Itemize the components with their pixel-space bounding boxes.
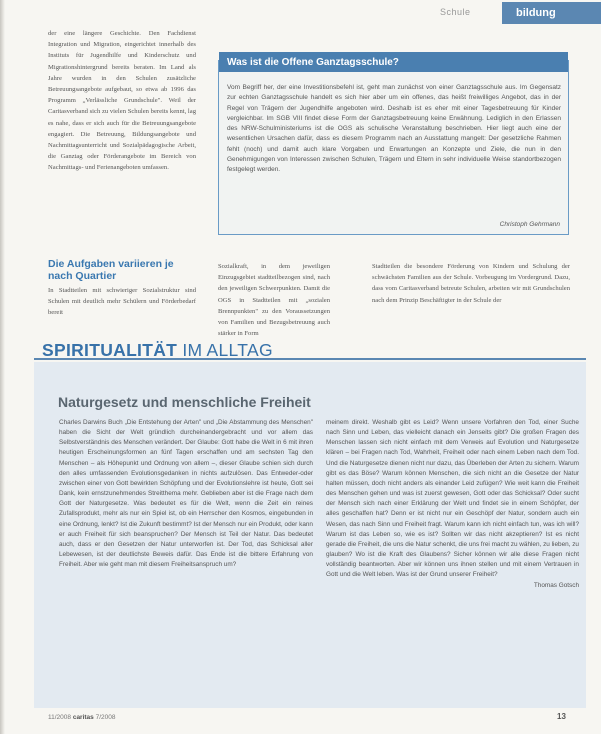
footer-magazine — [48, 714, 116, 721]
left-column-text-2: In Stadtteilen mit schwieriger Sozialstruktur sind Schulen mit deutlich mehr Schülern und Förderbedarf bereit — [48, 287, 196, 317]
info-box — [218, 57, 569, 235]
spirituality-title-bold: SPIRITUALITÄT — [42, 340, 178, 360]
article-right-column — [326, 418, 579, 702]
article-right-text: meinem direkt. Weshalb gibt es Leid? Wenn unsere Vorfahren den Tod, einer Suche nach Sinn und Leben, das vielleicht danach ein Jenseits gibt? Die großen Fragen des Menschen lassen sich nicht einfach mit dem Verweis auf Evolution und Naturgesetze klären – bei Fragen nach Tod, Wahrheit, Freiheit oder nach einem Leben nach dem Tod. Und die Naturgesetze dienen nicht nur dazu, das Überleben der Arten zu sichern. Warum gibt es das Böse? Warum können Menschen, die sich nicht an die Gesetze der Natur halten müssen, doch nicht anders als einander Leid zufügen? Wie weit kann die Freiheit des Menschen gehen und was ist zuerst gewesen, Gott oder das Schicksal? Oder sucht der Mensch sich nach einer Erklärung der Welt und findet sie in einem Schöpfer, der alles geschaffen hat? Denn er ist nicht nur ein Geschöpf der Natur, sondern auch ein Wesen, das nach Sinn und Freiheit fragt. Warum kann ich nicht einfach tun, was ich will? Warum ist das Leben so, wie es ist? Sollten wir das nicht akzeptieren? Ist es nicht gerade die Freiheit, die uns die Natur schenkt, die uns frei macht zu wählen, zu lieben, zu glauben? Wo ist die Kraft des Glaubens? Sicher können wir alle diese Fragen nicht vollständig beantworten. Aber wir können uns ihnen stellen und mit einem Vertrauen in Gott und die Welt leben. Was ist der Grund unserer Freiheit? — [326, 419, 579, 579]
footer-issue-suffix: 7/2008 — [95, 714, 116, 721]
spirituality-title — [42, 340, 273, 361]
right-column-text: Stadtteilen die besondere Förderung von Kindern und Schulung der schwächsten Familien aus der Schule. Vorbeugung im Vordergrund. Dazu, dass vom Caritasverband betreute Schulen, arbeiten wir mit Grundschulen nach dem Prinzip Beschäftigter in der Schule der — [372, 263, 570, 304]
article-author: Thomas Gotsch — [533, 581, 579, 589]
page-header — [420, 0, 601, 26]
page-number: 13 — [557, 712, 566, 721]
article-left-column: Charles Darwins Buch „Die Entstehung der Arten" und „Die Abstammung des Menschen" haben die Sicht der Welt gründlich durcheinandergebracht und vor allem das Selbstverständnis des Menschen verändert. Der Glaube: Gott habe die Welt in 6 mit ihren heutigen Erscheinungsformen an fünf Tagen erschaffen und am sechsten Tag den Menschen – als Höhepunkt und Ordnung von allem –, dieser Glaube schien sich durch den alles umfassenden Evolutionsgedanken in nichts aufzulösen. Das Entweder-oder zwischen einer von Gott bewirkten Schöpfung und der Evolutionslehre ist heute, Gott sei Dank, kein ernstzunehmendes Streitthema mehr. Geblieben aber ist die Frage nach dem Gott der Naturgesetze. Was bedeutet es für die Welt, wenn die Zeit ein reines Zufallsprodukt, mehr als nur ein Spiel ist, ob ein Herrscher den Kosmos, eingebunden in eine Ordnung, lenkt? Ist die Zukunft bestimmt? Ist der Mensch nur ein Produkt, oder kann er auch Freiheit für sich beanspruchen? Der Mensch ist Teil der Natur. Das bedeutet auch, dass er den Gesetzen der Natur unterworfen ist. Der Tod, das Schicksal aller Lebewesen, ist der deutlichste Beweis dafür. Das Ende ist die bittere Erfahrung von Freiheit. Aber wie geht man mit diesem Freiheitsanspruch um? — [59, 419, 313, 569]
footer-issue-prefix: 11/2008 — [48, 714, 72, 721]
spirituality-title-rest: IM ALLTAG — [177, 340, 273, 360]
info-box-body: Vom Begriff her, der eine Investitionsbefehl ist, geht man zunächst von einer Ganztagsschule aus. Im Gegensatz zur echten Ganztagsschule handelt es sich hier aber um ein offenes, das heißt freiwilliges Angebot, das in der Regel von Trägern der Jugendhilfe angeboten wird. Deshalb ist es eher mit einer Tagesbetreuung für Kinder vergleichbar. Im SGB VIII findet diese Form der Ganztagsbetreuung keine Erwähnung. Lediglich in den Erlassen des NRW-Schulministeriums ist die OGS als schulische Veranstaltung beschrieben. Hier liegt auch eine der wesentlichen Ursachen dafür, dass es diesem Programm nach an Ausstattung mangelt: Der gesetzliche Rahmen fehlt (noch) und damit auch klare Vorgaben und Erwartungen an Konzepte und Ziele, die nun in den Genehmigungen von Interessen zwischen Schulen, Trägern und Eltern in sehr individuelle Weise standortbezogen festgelegt werden. — [227, 84, 561, 174]
footer-magazine-name: caritas — [72, 714, 94, 721]
info-box-title: Was ist die Offene Ganztagsschule? — [219, 52, 568, 72]
left-column-text: der eine längere Geschichte. Den Fachdienst Integration und Migration, eingerichtet innerhalb des Instituts für Jugendhilfe und Kinderschutz und Migrationshintergrund bereits beraten. Im Land als Jahre wurden in den Schulen zusätzliche Betreuungsangebote aufgebaut, so etwa ab 1996 das Programm „Verlässliche Grundschule". Weil der Caritasverband sich zu vielen Schulen bereits kennt, lag es nahe, dass er sich auch für die Betreuungsangebote engagiert. Die Betreuung, Bildungsangebote und Nachmittagsunterricht und Sozialpädagogische Arbeit, die Ganztag oder Förderangebote im Bereich von Nachmittags- und Ferienangeboten umfassen. — [48, 30, 196, 172]
section-tab: bildung — [502, 2, 601, 24]
middle-column-text: Sozialkraft, in dem jeweiligen Einzugsgebiet stadtteilbezogen sind, nach den jeweiligen Schwerpunkten. Damit die OGS in Stadtteilen mit „sozialen Brennpunkten" zu den Voraussetzungen von Familien und Bezugsbetreuung auch stärker in Form — [218, 263, 330, 338]
left-column-heading: Die Aufgaben variieren je nach Quartier — [48, 258, 174, 282]
section-label: Schule — [440, 7, 471, 17]
info-box-author: Christoph Gehrmann — [499, 221, 560, 228]
article-title: Naturgesetz und menschliche Freiheit — [58, 394, 311, 410]
page-binding-edge — [0, 0, 5, 734]
